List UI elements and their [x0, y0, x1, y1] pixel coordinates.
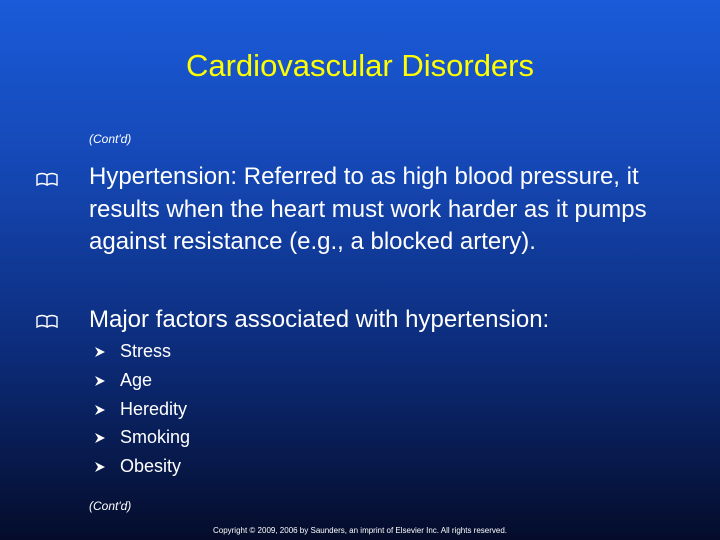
list-item: [94, 452, 190, 481]
copyright-notice: Copyright © 2009, 2006 by Saunders, an imprint of Elsevier Inc. All rights reserved.: [212, 526, 508, 535]
list-item: [94, 423, 190, 452]
arrowhead-icon: [94, 432, 106, 444]
book-bullet-icon: [36, 172, 58, 186]
continued-label-top: (Cont'd): [89, 132, 132, 146]
book-bullet-icon: [36, 314, 58, 328]
arrowhead-icon: [94, 346, 106, 358]
factor-list: [94, 337, 190, 481]
bullet-major-factors: Major factors associated with hypertension:: [89, 306, 550, 333]
arrowhead-icon: [94, 461, 106, 473]
list-item: [94, 395, 190, 424]
list-item: [94, 366, 190, 395]
list-item: [94, 337, 190, 366]
bullet-hypertension-definition: Hypertension: Referred to as high blood pressure, it results when the heart must work harder as it pumps against resistance (e.g., a blocked artery).: [89, 163, 647, 255]
factor-label: Heredity: [120, 398, 188, 419]
arrowhead-icon: [94, 375, 106, 387]
factor-label: Smoking: [120, 427, 191, 448]
factor-label: Obesity: [120, 456, 182, 477]
factor-label: Stress: [120, 341, 172, 361]
slide-title: Cardiovascular Disorders: [185, 48, 534, 83]
factor-label: Age: [120, 369, 153, 390]
continued-label-bottom: (Cont'd): [89, 499, 132, 513]
arrowhead-icon: [94, 404, 106, 416]
